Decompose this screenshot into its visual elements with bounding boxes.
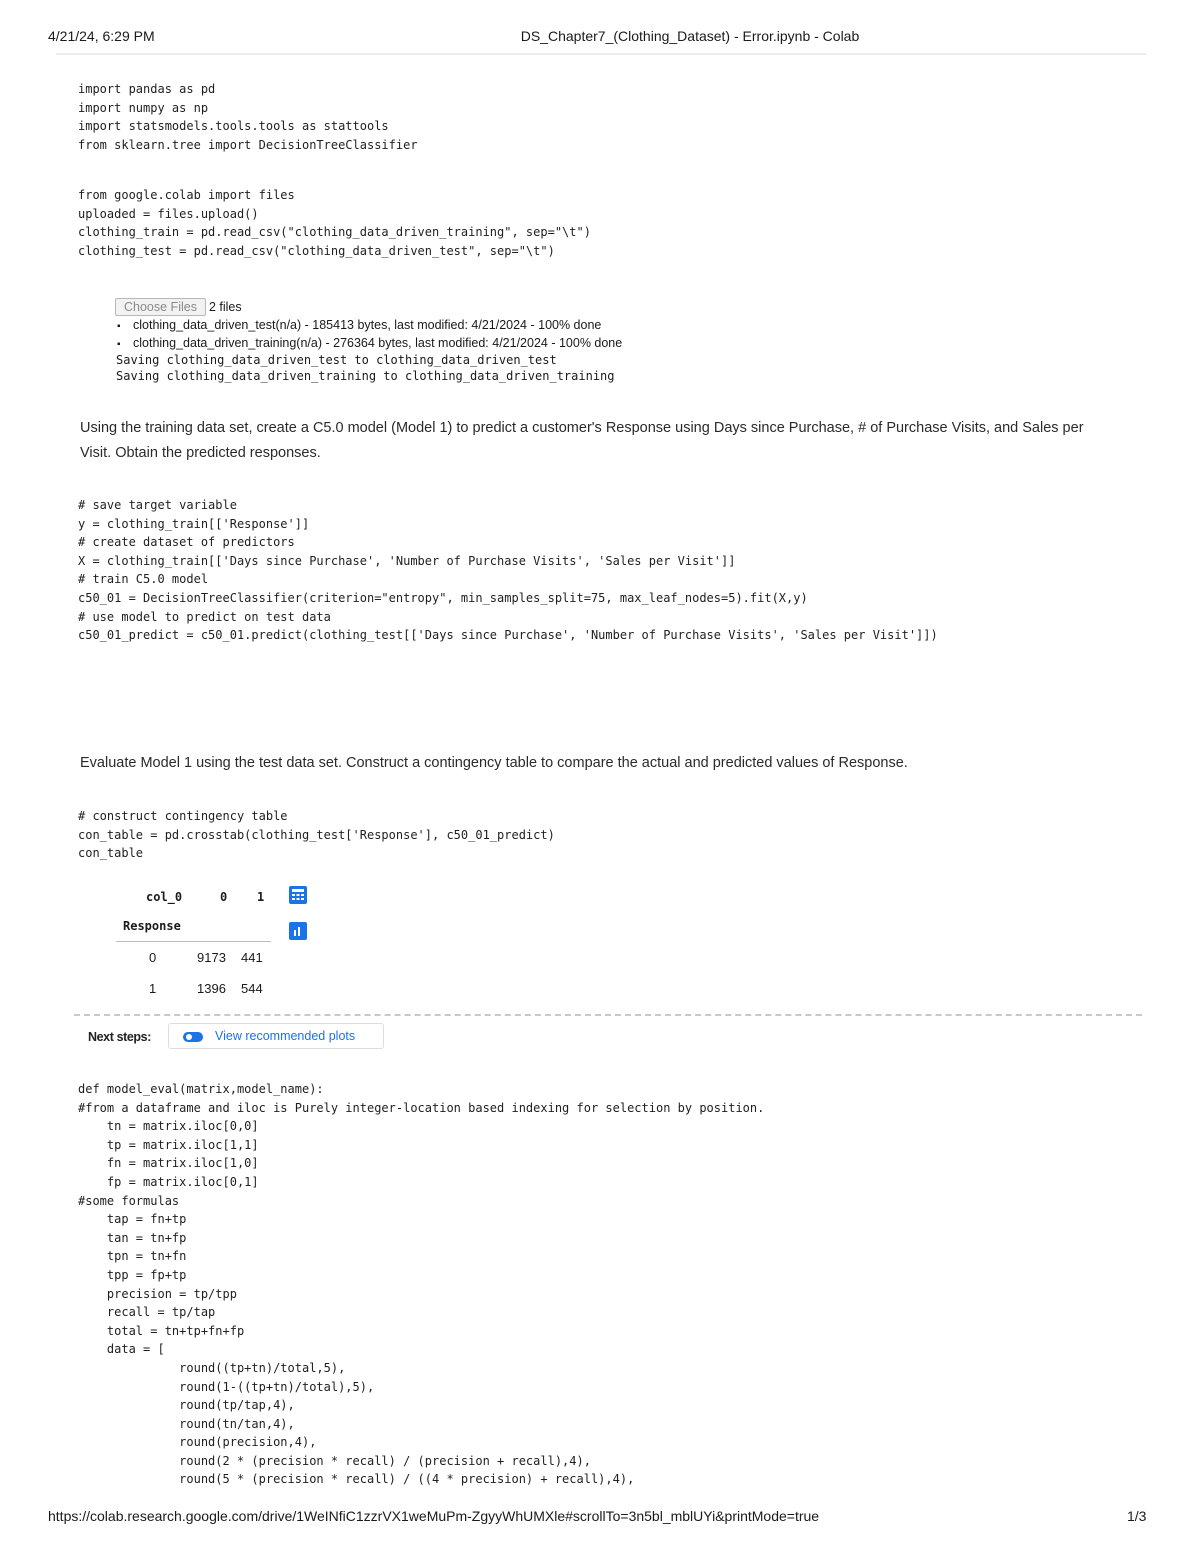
code-line: fn = matrix.iloc[1,0] <box>78 1156 259 1171</box>
next-steps-label: Next steps: <box>88 1030 151 1044</box>
column-header-label: col_0 <box>146 890 183 904</box>
code-line: round(2 * (precision * recall) / (precision + recall),4), <box>78 1453 591 1468</box>
column-header: 0 <box>220 890 228 904</box>
code-cell-contingency[interactable] <box>78 807 555 863</box>
code-line: c50_01_predict = c50_01.predict(clothing_test[['Days since Purchase', 'Number of Purchase Visits', 'Sales per Visit']]) <box>78 628 938 643</box>
code-line: fp = matrix.iloc[0,1] <box>78 1174 259 1189</box>
text-cell-evaluate: Evaluate Model 1 using the test data set. Construct a contingency table to compare the actual and predicted values of Response. <box>80 755 908 771</box>
code-line: X = clothing_train[['Days since Purchase', 'Number of Purchase Visits', 'Sales per Visit']] <box>78 553 736 568</box>
files-count: 2 files <box>208 300 242 314</box>
notebook-title: DS_Chapter7_(Clothing_Dataset) - Error.ipynb - Colab <box>520 28 860 44</box>
table-cell: 9173 <box>197 950 226 965</box>
code-line: def model_eval(matrix,model_name): <box>78 1082 324 1096</box>
output-divider <box>74 1014 1142 1016</box>
code-line: # construct contingency table <box>78 809 288 823</box>
print-header <box>0 28 1200 48</box>
list-item: ▪ clothing_data_driven_training(n/a) - 276364 bytes, last modified: 4/21/2024 - 100% done <box>117 335 622 353</box>
code-line: c50_01 = DecisionTreeClassifier(criterion="entropy", min_samples_split=75, max_leaf_nodes=5).fit(X,y) <box>78 590 808 605</box>
code-line: tap = fn+tp <box>78 1212 187 1227</box>
list-item: ▪ clothing_data_driven_test(n/a) - 185413 bytes, last modified: 4/21/2024 - 100% done <box>117 317 622 335</box>
code-line: data = [ <box>78 1342 165 1357</box>
code-line: # save target variable <box>78 498 237 512</box>
code-line: tan = tn+fp <box>78 1230 187 1245</box>
code-line: precision = tp/tpp <box>78 1286 237 1301</box>
code-line: #from a dataframe and iloc is Purely integer-location based indexing for selection by position. <box>78 1100 765 1115</box>
code-line: round((tp+tn)/total,5), <box>78 1360 346 1375</box>
page-url: https://colab.research.google.com/drive/1WeINfiC1zzrVX1weMuPm-ZgyyWhUMXle#scrollTo=3n5bl_mblUYi&printMode=true <box>48 1508 820 1524</box>
chart-suggestion-icon[interactable] <box>289 922 307 940</box>
row-label: 1 <box>149 981 157 996</box>
row-label: 0 <box>149 950 157 965</box>
code-line: con_table = pd.crosstab(clothing_test['Response'], c50_01_predict) <box>78 827 555 842</box>
code-cell-model-eval[interactable] <box>78 1080 764 1489</box>
uploaded-file-list <box>117 317 622 353</box>
upload-output <box>116 352 615 384</box>
output-line: Saving clothing_data_driven_test to clothing_data_driven_test <box>116 353 557 367</box>
code-cell-train-model[interactable] <box>78 496 938 645</box>
code-line: round(5 * (precision * recall) / ((4 * precision) + recall),4), <box>78 1472 635 1487</box>
code-line: # use model to predict on test data <box>78 609 331 624</box>
code-line: round(precision,4), <box>78 1435 317 1450</box>
code-line: clothing_train = pd.read_csv("clothing_data_driven_training", sep="\t") <box>78 225 591 240</box>
page-number: 1/3 <box>1127 1508 1147 1524</box>
table-cell: 441 <box>241 950 263 965</box>
code-line: import pandas as pd <box>78 82 216 96</box>
table-divider <box>116 941 271 942</box>
code-line: from sklearn.tree import DecisionTreeClassifier <box>78 137 418 152</box>
code-line: con_table <box>78 846 144 861</box>
table-cell: 1396 <box>197 981 226 996</box>
table-cell: 544 <box>241 981 263 996</box>
code-line: # train C5.0 model <box>78 572 209 587</box>
button-label: View recommended plots <box>215 1029 356 1043</box>
code-line: clothing_test = pd.read_csv("clothing_data_driven_test", sep="\t") <box>78 243 555 258</box>
code-line: import statsmodels.tools.tools as stattools <box>78 119 389 134</box>
code-line: round(tp/tap,4), <box>78 1398 295 1413</box>
output-line: Saving clothing_data_driven_training to clothing_data_driven_training <box>116 369 615 383</box>
print-datetime: 4/21/24, 6:29 PM <box>48 28 155 44</box>
code-line: y = clothing_train[['Response']] <box>78 516 310 531</box>
code-line: recall = tp/tap <box>78 1305 216 1320</box>
upload-widget <box>115 298 242 316</box>
code-line: total = tn+tp+fn+fp <box>78 1323 245 1338</box>
code-cell-upload[interactable] <box>78 186 591 260</box>
row-header-label: Response <box>123 919 181 933</box>
choose-files-button[interactable]: Choose Files <box>115 298 206 316</box>
code-line: tpn = tn+fn <box>78 1249 187 1264</box>
toggle-icon <box>183 1032 203 1042</box>
code-line: tn = matrix.iloc[0,0] <box>78 1119 259 1134</box>
code-line: tp = matrix.iloc[1,1] <box>78 1137 259 1152</box>
code-line: #some formulas <box>78 1193 180 1208</box>
code-cell-imports[interactable] <box>78 80 418 154</box>
table-view-icon[interactable] <box>289 886 307 904</box>
code-line: round(1-((tp+tn)/total),5), <box>78 1379 375 1394</box>
header-divider <box>56 53 1146 55</box>
code-line: tpp = fp+tp <box>78 1267 187 1282</box>
code-line: uploaded = files.upload() <box>78 206 259 221</box>
text-cell-model1: Using the training data set, create a C5.0 model (Model 1) to predict a customer's Response using Days since Purchase, # of Purchase Visits, and Sales per Visit. Obtain the predicted responses. <box>80 420 1084 461</box>
column-header: 1 <box>257 890 265 904</box>
code-line: round(tn/tan,4), <box>78 1416 295 1431</box>
code-line: # create dataset of predictors <box>78 535 295 550</box>
code-line: import numpy as np <box>78 100 209 115</box>
code-line: from google.colab import files <box>78 188 295 202</box>
view-recommended-plots-button[interactable] <box>168 1023 384 1049</box>
